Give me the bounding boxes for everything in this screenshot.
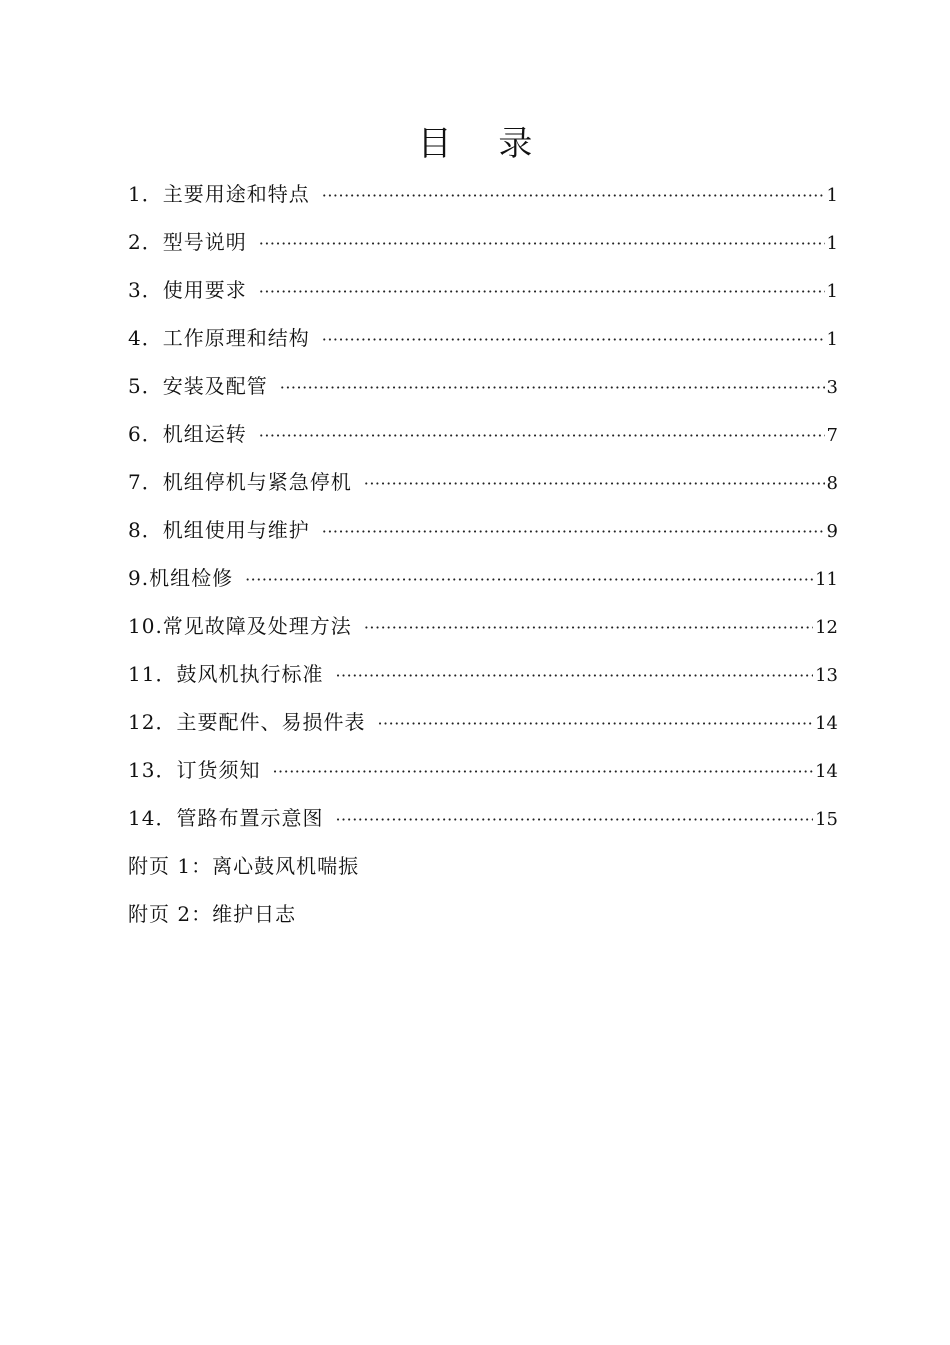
toc-entry-label: 4．工作原理和结构	[128, 326, 310, 350]
toc-entry-label: 3．使用要求	[128, 278, 247, 302]
toc-entry-label: 10.常见故障及处理方法	[128, 614, 352, 638]
toc-entry[interactable]	[128, 659, 838, 707]
dot-leader	[280, 373, 825, 403]
table-of-contents	[128, 179, 838, 947]
dot-leader	[335, 805, 813, 835]
toc-entry-page: 1	[826, 233, 838, 254]
page-title: 目 录	[417, 124, 551, 164]
toc-entry-page: 13	[815, 665, 838, 686]
dot-leader	[322, 181, 825, 211]
appendix-entry[interactable]: 附页 2：维护日志	[128, 902, 297, 926]
toc-entry[interactable]	[128, 275, 838, 323]
dot-leader	[364, 469, 825, 499]
toc-entry[interactable]	[128, 371, 838, 419]
toc-entry[interactable]	[128, 419, 838, 467]
appendix-entry[interactable]: 附页 1：离心鼓风机喘振	[128, 854, 360, 878]
toc-entry[interactable]	[128, 707, 838, 755]
dot-leader	[245, 565, 813, 595]
toc-entry-page: 1	[826, 281, 838, 302]
toc-entry[interactable]	[128, 227, 838, 275]
dot-leader	[322, 325, 825, 355]
toc-entry-page: 1	[826, 329, 838, 350]
dot-leader	[259, 277, 825, 307]
toc-entry-label: 11．鼓风机执行标准	[128, 662, 324, 686]
toc-entry-label: 1．主要用途和特点	[128, 182, 310, 206]
toc-entry-page: 12	[815, 617, 838, 638]
toc-entry-label: 8．机组使用与维护	[128, 518, 310, 542]
toc-entry[interactable]	[128, 755, 838, 803]
dot-leader	[259, 229, 825, 259]
toc-entry-page: 9	[826, 521, 838, 542]
toc-entry[interactable]	[128, 515, 838, 563]
toc-entry-label: 6．机组运转	[128, 422, 247, 446]
toc-entry[interactable]	[128, 179, 838, 227]
toc-entry[interactable]	[128, 323, 838, 371]
dot-leader	[272, 757, 813, 787]
dot-leader	[377, 709, 813, 739]
toc-entry-label: 5．安装及配管	[128, 374, 268, 398]
toc-entry-page: 11	[815, 569, 838, 590]
dot-leader	[322, 517, 825, 547]
toc-entry-page: 8	[826, 473, 838, 494]
toc-entry-label: 12．主要配件、易损件表	[128, 710, 366, 734]
toc-entry[interactable]	[128, 563, 838, 611]
toc-entry-page: 7	[826, 425, 838, 446]
dot-leader	[364, 613, 813, 643]
toc-entry[interactable]	[128, 803, 838, 851]
toc-entry-page: 15	[815, 809, 838, 830]
toc-entry-page: 3	[826, 377, 838, 398]
toc-entry-label: 14．管路布置示意图	[128, 806, 324, 830]
dot-leader	[335, 661, 813, 691]
toc-entry-label: 13．订货须知	[128, 758, 261, 782]
dot-leader	[259, 421, 825, 451]
toc-entry-label: 2．型号说明	[128, 230, 247, 254]
toc-entry-label: 9.机组检修	[128, 566, 234, 590]
toc-entry-label: 7．机组停机与紧急停机	[128, 470, 352, 494]
toc-entry-page: 14	[815, 761, 838, 782]
toc-entry[interactable]	[128, 467, 838, 515]
toc-entry[interactable]	[128, 611, 838, 659]
toc-entry-page: 1	[826, 185, 838, 206]
toc-entry-page: 14	[815, 713, 838, 734]
